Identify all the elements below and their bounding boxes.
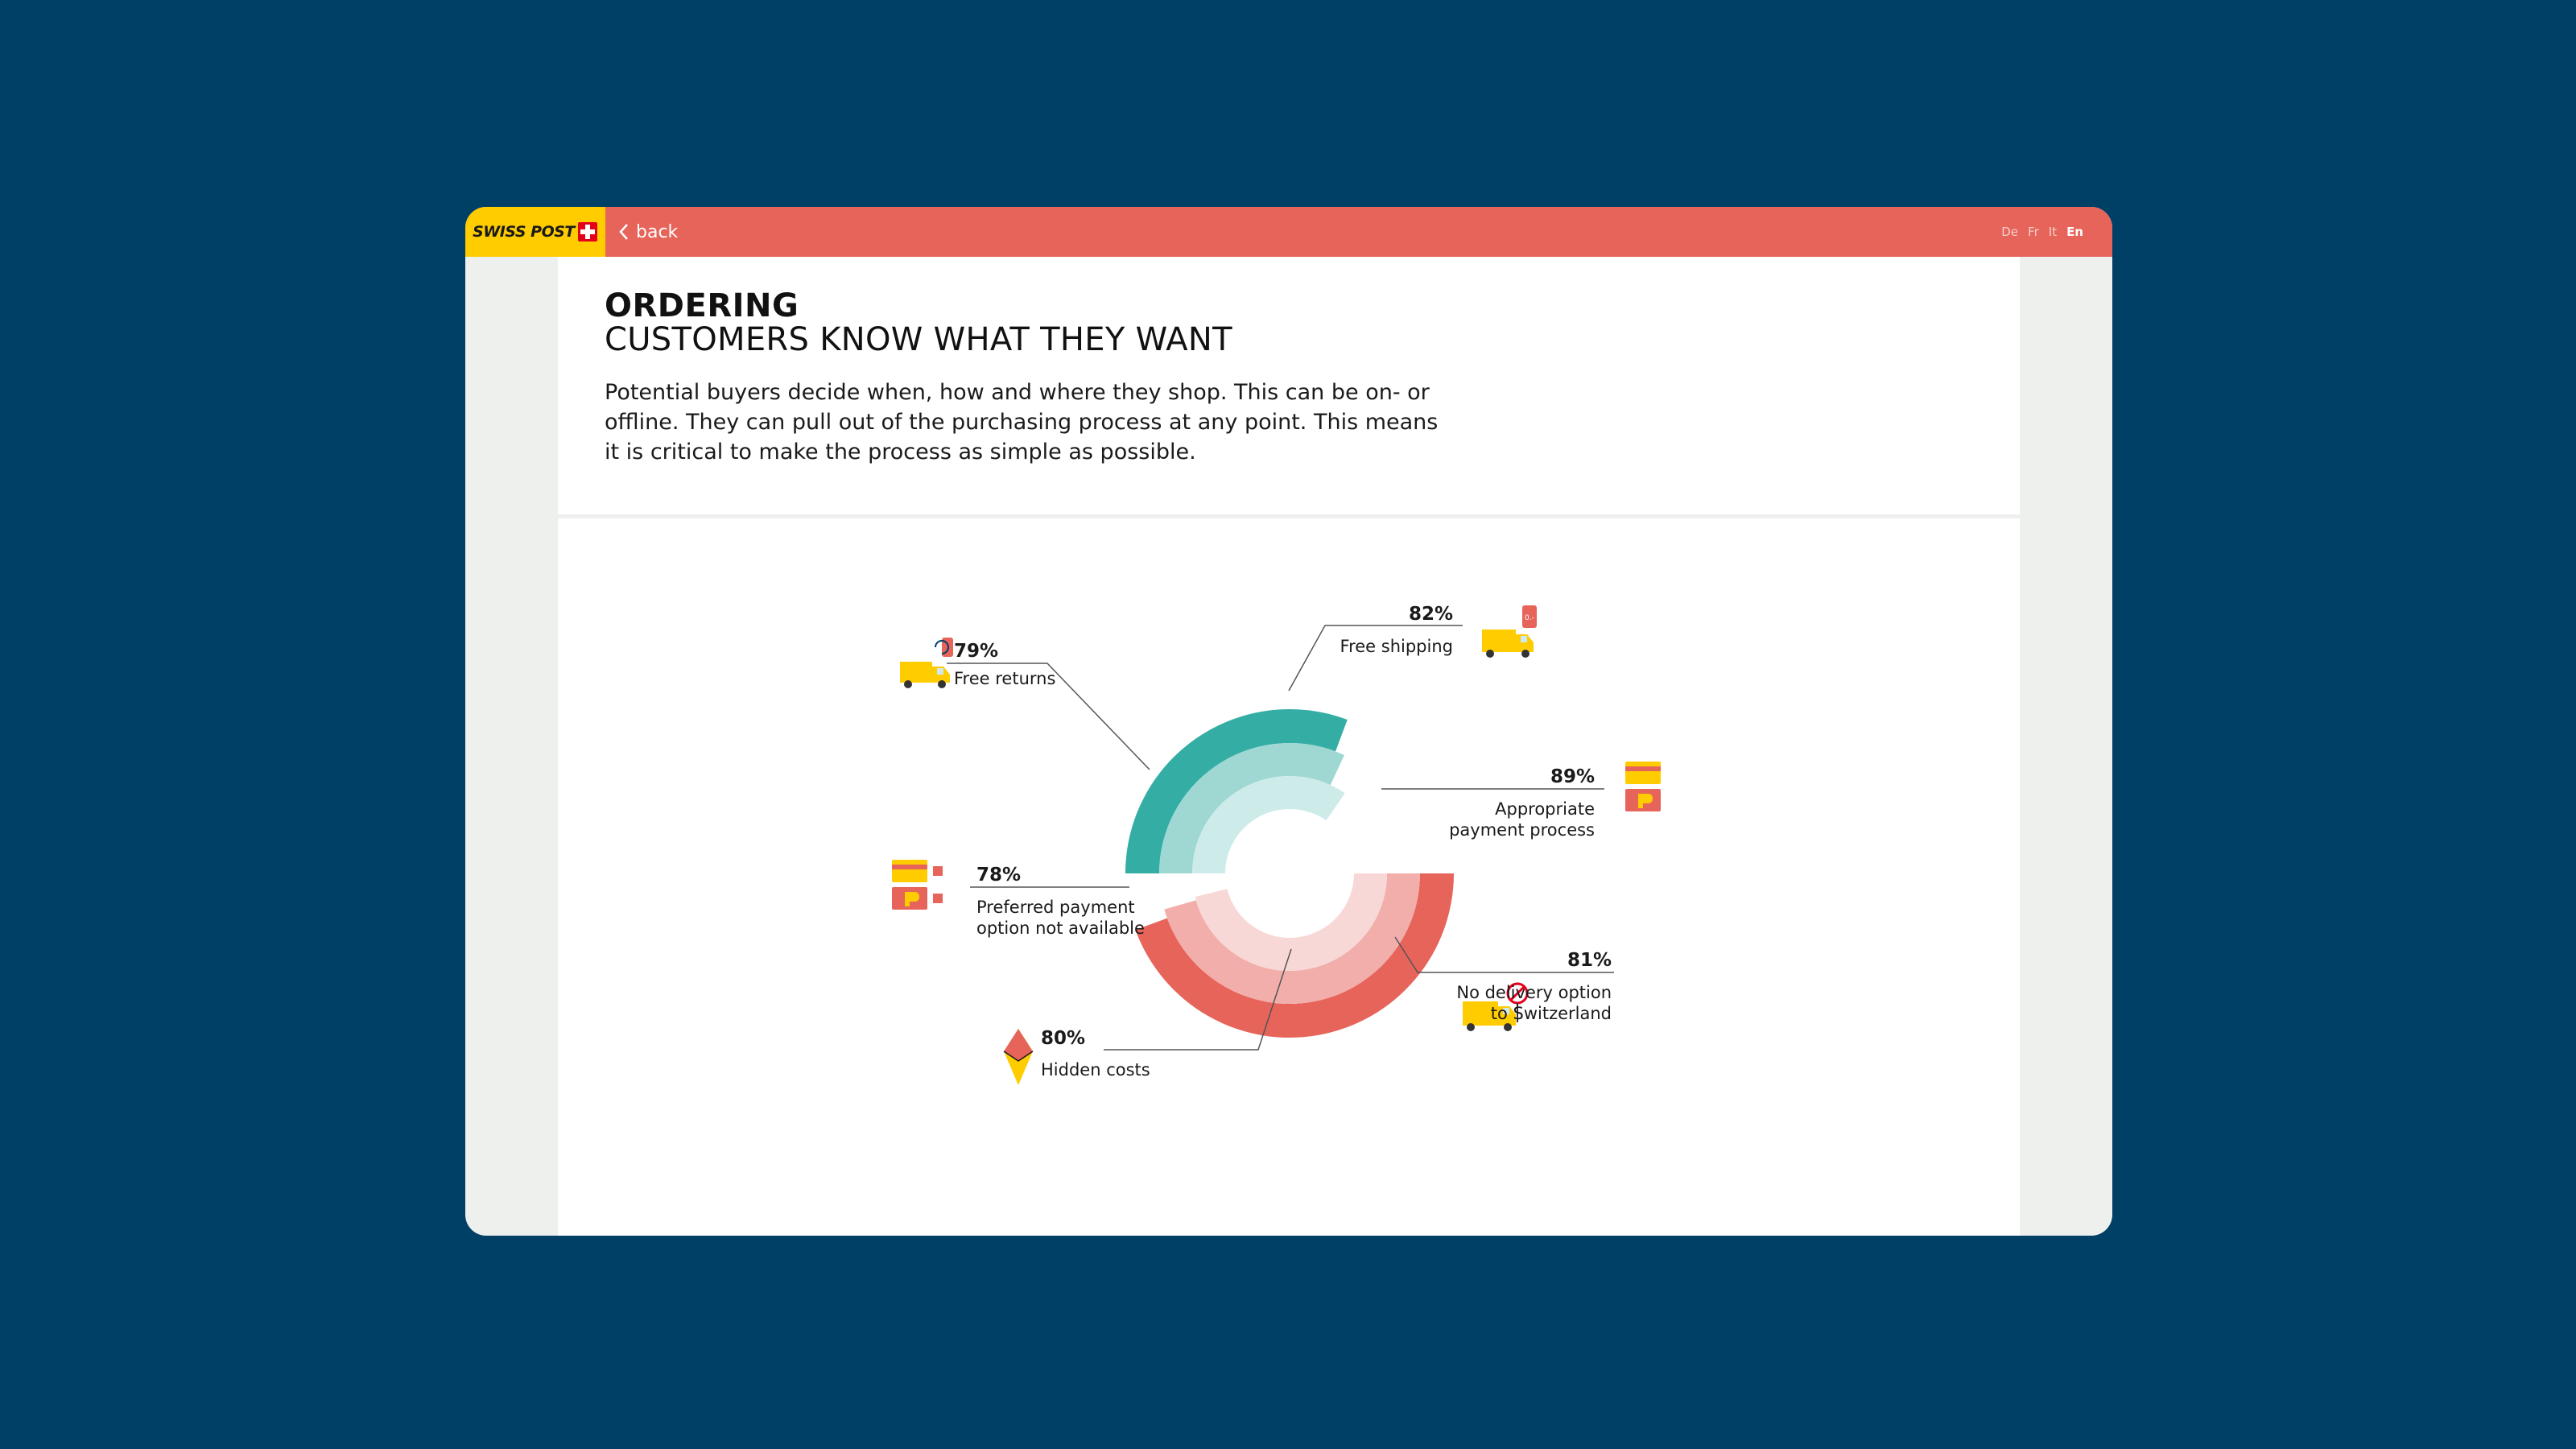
swiss-cross-icon xyxy=(577,221,598,242)
value-free-returns: 79% xyxy=(954,641,999,662)
label-no-delivery-option-to-switzerland-line1: No delivery option xyxy=(1456,983,1612,1002)
payment-cards-unavailable-icon xyxy=(892,860,943,910)
value-free-shipping: 82% xyxy=(1408,604,1453,625)
delivery-truck-returns-icon xyxy=(900,638,953,688)
lang-en[interactable]: En xyxy=(2066,225,2083,239)
value-appropriate-payment-process: 89% xyxy=(1550,766,1595,787)
value-hidden-costs: 80% xyxy=(1041,1028,1086,1049)
label-preferred-payment-option-not-available-line2: option not available xyxy=(976,919,1145,938)
logo-text: SWISS POST xyxy=(473,223,575,241)
value-preferred-payment-option-not-available: 78% xyxy=(976,865,1022,886)
label-appropriate-payment-process-line2: payment process xyxy=(1449,820,1595,840)
svg-text:0.-: 0.- xyxy=(1525,614,1534,622)
top-bar xyxy=(465,207,2112,257)
hidden-costs-icon xyxy=(1004,1029,1033,1085)
label-appropriate-payment-process-line1: Appropriate xyxy=(1495,799,1595,819)
lang-de[interactable]: De xyxy=(2001,225,2019,239)
header-card xyxy=(558,257,2020,514)
chart-card xyxy=(558,518,2020,1236)
back-label: back xyxy=(636,221,679,242)
lang-fr[interactable]: Fr xyxy=(2028,225,2039,239)
language-switcher xyxy=(2001,207,2083,257)
swiss-post-logo[interactable] xyxy=(465,207,605,257)
label-free-shipping: Free shipping xyxy=(1340,637,1453,656)
value-no-delivery-option-to-switzerland: 81% xyxy=(1567,950,1612,971)
radial-chart xyxy=(558,518,2020,1236)
app-window xyxy=(465,207,2112,1236)
delivery-truck-free-icon xyxy=(1482,605,1537,658)
payment-cards-icon xyxy=(1625,762,1661,811)
label-no-delivery-option-to-switzerland-line2: to Switzerland xyxy=(1490,1004,1612,1023)
label-preferred-payment-option-not-available-line1: Preferred payment xyxy=(976,898,1135,917)
label-free-returns: Free returns xyxy=(954,669,1056,688)
back-button[interactable] xyxy=(618,207,678,257)
page-subtitle: CUSTOMERS KNOW WHAT THEY WANT xyxy=(605,321,1232,358)
chevron-left-icon xyxy=(618,223,630,241)
page-title: ORDERING xyxy=(605,287,799,324)
lang-it[interactable]: It xyxy=(2048,225,2058,239)
label-hidden-costs: Hidden costs xyxy=(1041,1060,1150,1080)
intro-paragraph: Potential buyers decide when, how and where they shop. This can be on- or offline. They can pull out of the purchasing process at any point. This means it is critical to make the process as simple as possible. xyxy=(605,380,1439,464)
leader-free-shipping xyxy=(1289,625,1463,691)
